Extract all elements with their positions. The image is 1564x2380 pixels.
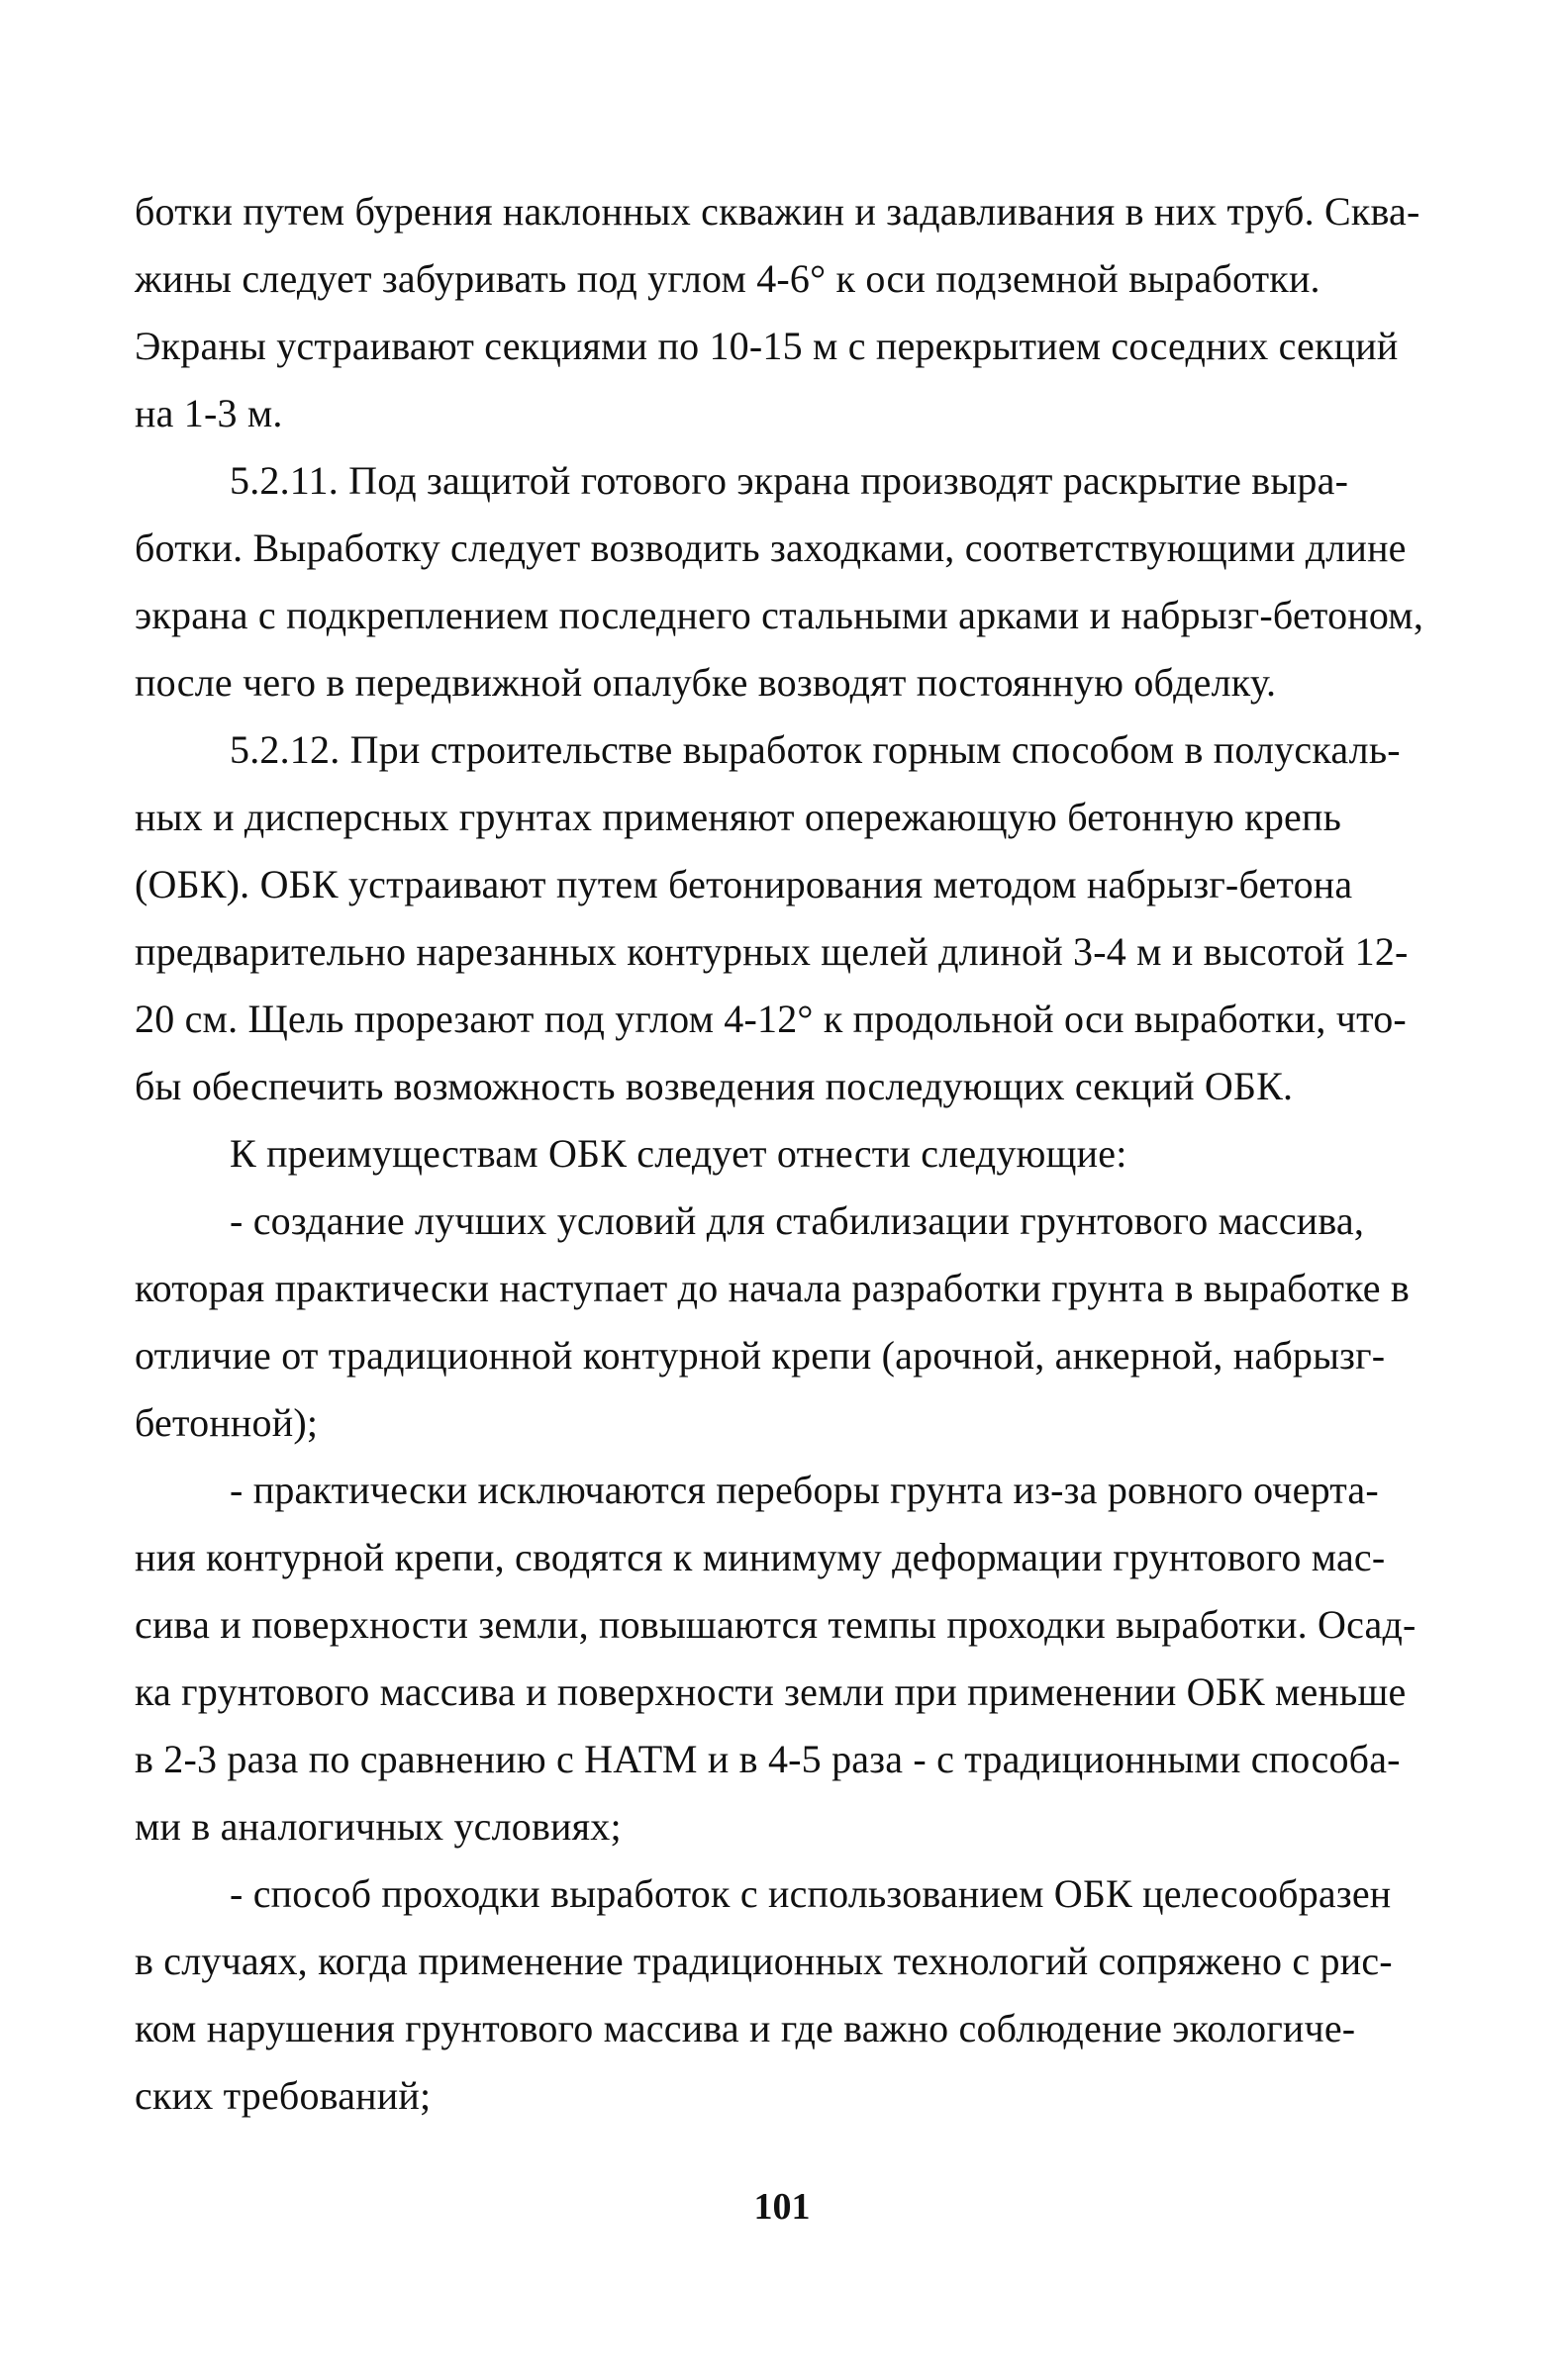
text-line: сива и поверхности земли, повышаются темпы проходки выработки. Осад- (135, 1602, 1417, 1647)
text-line: (ОБК). ОБК устраивают путем бетонирования методом набрызг-бетона (135, 862, 1353, 906)
text-line: ми в аналогичных условиях; (135, 1804, 622, 1849)
text-line: Экраны устраивают секциями по 10-15 м с перекрытием соседних секций (135, 324, 1399, 368)
text-line: К преимуществам ОБК следует отнести следующие: (230, 1131, 1127, 1176)
text-line: после чего в передвижной опалубке возводят постоянную обделку. (135, 660, 1277, 705)
text-line: ботки путем бурения наклонных скважин и задавливания в них труб. Сква- (135, 189, 1420, 234)
text-line: жины следует забуривать под углом 4-6° к оси подземной выработки. (135, 256, 1320, 301)
text-line: ком нарушения грунтового массива и где важно соблюдение экологиче- (135, 2006, 1356, 2050)
text-line: бетонной); (135, 1400, 319, 1445)
text-line: ка грунтового массива и поверхности земли при применении ОБК меньше (135, 1669, 1407, 1714)
text-line: экрана с подкреплением последнего стальными арками и набрызг-бетоном, (135, 593, 1424, 637)
text-line: отличие от традиционной контурной крепи (арочной, анкерной, набрызг- (135, 1333, 1386, 1378)
text-line: в 2-3 раза по сравнению с НАТМ и в 4-5 раза - с традиционными способа- (135, 1737, 1401, 1781)
body-text (135, 178, 1424, 2130)
text-line: 5.2.11. Под защитой готового экрана производят раскрытие выра- (230, 458, 1349, 503)
text-line: бы обеспечить возможность возведения последующих секций ОБК. (135, 1064, 1294, 1108)
text-line: - практически исключаются переборы грунта из-за ровного очерта- (230, 1468, 1379, 1512)
text-line: 5.2.12. При строительстве выработок горным способом в полускаль- (230, 727, 1401, 772)
text-line: - создание лучших условий для стабилизации грунтового массива, (230, 1198, 1365, 1243)
page-number: 101 (753, 2186, 811, 2228)
text-line: на 1-3 м. (135, 391, 283, 435)
text-line: которая практически наступает до начала разработки грунта в выработке в (135, 1266, 1410, 1310)
text-line: в случаях, когда применение традиционных технологий сопряжено с рис- (135, 1939, 1393, 1983)
text-line: ботки. Выработку следует возводить заходками, соответствующими длине (135, 525, 1407, 570)
text-line: - способ проходки выработок с использованием ОБК целесообразен (230, 1871, 1392, 1916)
text-line: ния контурной крепи, сводятся к минимуму деформации грунтового мас- (135, 1535, 1386, 1579)
text-line: ских требований; (135, 2073, 432, 2118)
text-line: 20 см. Щель прорезают под углом 4-12° к продольной оси выработки, что- (135, 997, 1407, 1041)
text-line: предварительно нарезанных контурных щелей длиной 3-4 м и высотой 12- (135, 929, 1409, 974)
text-line: ных и дисперсных грунтах применяют опережающую бетонную крепь (135, 795, 1342, 839)
